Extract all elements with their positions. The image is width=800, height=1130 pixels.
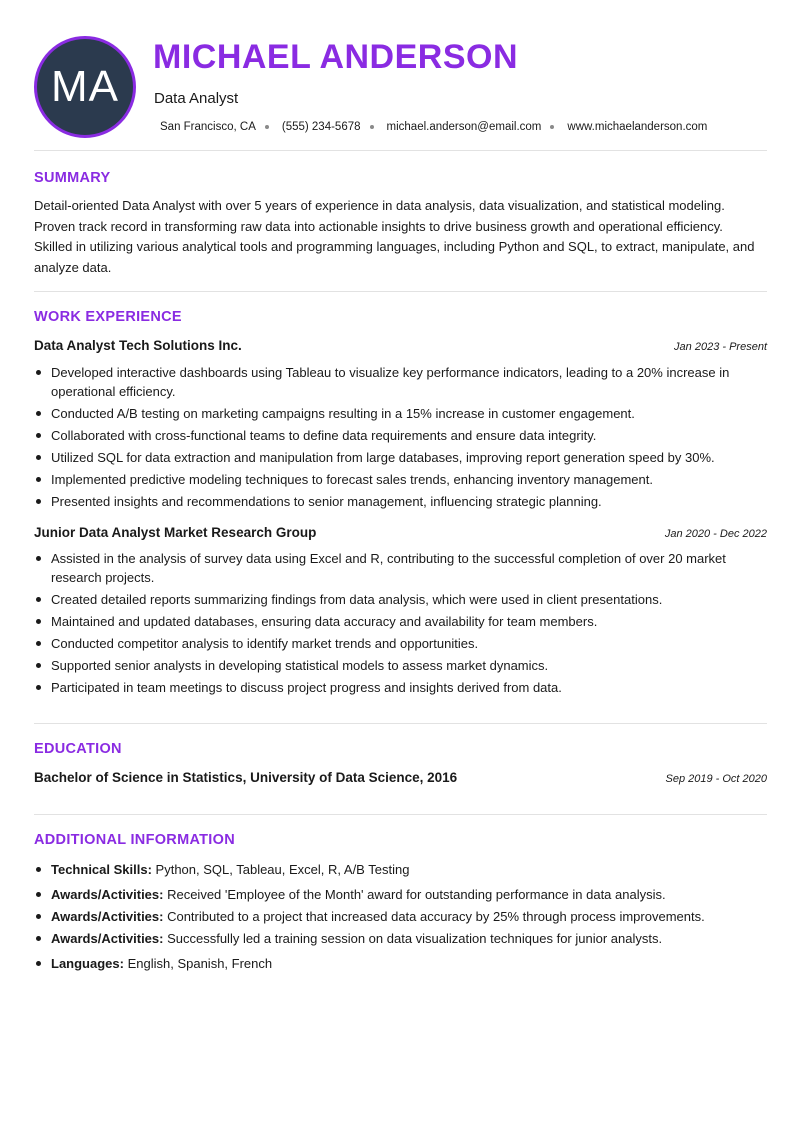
education-entry [34, 770, 767, 785]
section-title-experience: WORK EXPERIENCE [34, 309, 182, 325]
section-title-additional: ADDITIONAL INFORMATION [34, 832, 235, 848]
contact-website[interactable]: www.michaelanderson.com [567, 121, 708, 133]
education-dates: Sep 2019 - Oct 2020 [665, 773, 767, 785]
avatar [34, 36, 136, 138]
divider [34, 723, 767, 724]
list-item: Supported senior analysts in developing statistical models to assess market dynamics. [34, 656, 767, 675]
list-item: Conducted competitor analysis to identify market trends and opportunities. [34, 634, 767, 653]
job-title: Data Analyst Tech Solutions Inc. [34, 338, 242, 353]
item-text: Contributed to a project that increased data accuracy by 25% through process improvements. [163, 909, 705, 924]
list-item [34, 885, 767, 904]
job-bullets [34, 549, 767, 700]
job-header [34, 525, 767, 540]
item-text: Python, SQL, Tableau, Excel, R, A/B Testing [151, 862, 410, 877]
list-item: Participated in team meetings to discuss project progress and insights derived from data. [34, 678, 767, 697]
list-item: Utilized SQL for data extraction and manipulation from large databases, improving report generation speed by 30%. [34, 448, 767, 467]
candidate-name: MICHAEL ANDERSON [153, 38, 519, 76]
item-label: Awards/Activities: [51, 887, 164, 902]
item-label: Technical Skills: [51, 862, 152, 877]
list-item: Implemented predictive modeling techniques to forecast sales trends, enhancing inventory management. [34, 470, 767, 489]
divider [34, 814, 767, 815]
list-item [34, 954, 767, 973]
summary-text: Detail-oriented Data Analyst with over 5 years of experience in data analysis, data visualization, and statistical modeling. Proven track record in transforming raw data into actionable insights to drive business growth and operational efficiency. Skilled in utilizing various analytical tools and programming languages, including Python and SQL, to extract, manipulate, and analyze data. [34, 198, 755, 275]
separator-dot [370, 125, 374, 129]
education-degree: Bachelor of Science in Statistics, University of Data Science, 2016 [34, 770, 458, 785]
contact-location: San Francisco, CA [160, 121, 256, 133]
item-label: Awards/Activities: [51, 931, 164, 946]
separator-dot [265, 125, 269, 129]
list-item: Collaborated with cross-functional teams to define data requirements and ensure data integrity. [34, 426, 767, 445]
item-text: English, Spanish, French [123, 956, 273, 971]
divider [34, 150, 767, 151]
list-item: Maintained and updated databases, ensuring data accuracy and availability for team members. [34, 612, 767, 631]
section-title-summary: SUMMARY [34, 170, 111, 186]
job-dates: Jan 2023 - Present [674, 341, 767, 353]
job-bullets [34, 363, 767, 514]
list-item: Conducted A/B testing on marketing campaigns resulting in a 15% increase in customer engagement. [34, 404, 767, 423]
item-text: Received 'Employee of the Month' award for outstanding performance in data analysis. [163, 887, 666, 902]
job-title: Junior Data Analyst Market Research Group [34, 525, 317, 540]
list-item: Presented insights and recommendations to senior management, influencing strategic planning. [34, 492, 767, 511]
list-item: Created detailed reports summarizing findings from data analysis, which were used in client presentations. [34, 590, 767, 609]
avatar-initials: MA [51, 62, 119, 111]
item-label: Languages: [51, 956, 124, 971]
list-item: Assisted in the analysis of survey data using Excel and R, contributing to the successful completion of over 20 market research projects. [34, 549, 767, 587]
contact-phone[interactable]: (555) 234-5678 [281, 121, 361, 133]
job-dates: Jan 2020 - Dec 2022 [664, 528, 767, 540]
candidate-role: Data Analyst [154, 90, 239, 107]
additional-list [34, 860, 767, 973]
item-text: Successfully led a training session on data visualization techniques for junior analysts. [163, 931, 663, 946]
list-item [34, 907, 767, 926]
contact-email[interactable]: michael.anderson@email.com [386, 121, 542, 133]
separator-dot [550, 125, 554, 129]
list-item [34, 929, 767, 948]
contact-line [160, 121, 707, 133]
list-item: Developed interactive dashboards using Tableau to visualize key performance indicators, leading to a 20% increase in operational efficiency. [34, 363, 767, 401]
list-item [34, 860, 767, 879]
divider [34, 291, 767, 292]
section-title-education: EDUCATION [34, 741, 122, 757]
item-label: Awards/Activities: [51, 909, 164, 924]
job-header [34, 338, 767, 353]
